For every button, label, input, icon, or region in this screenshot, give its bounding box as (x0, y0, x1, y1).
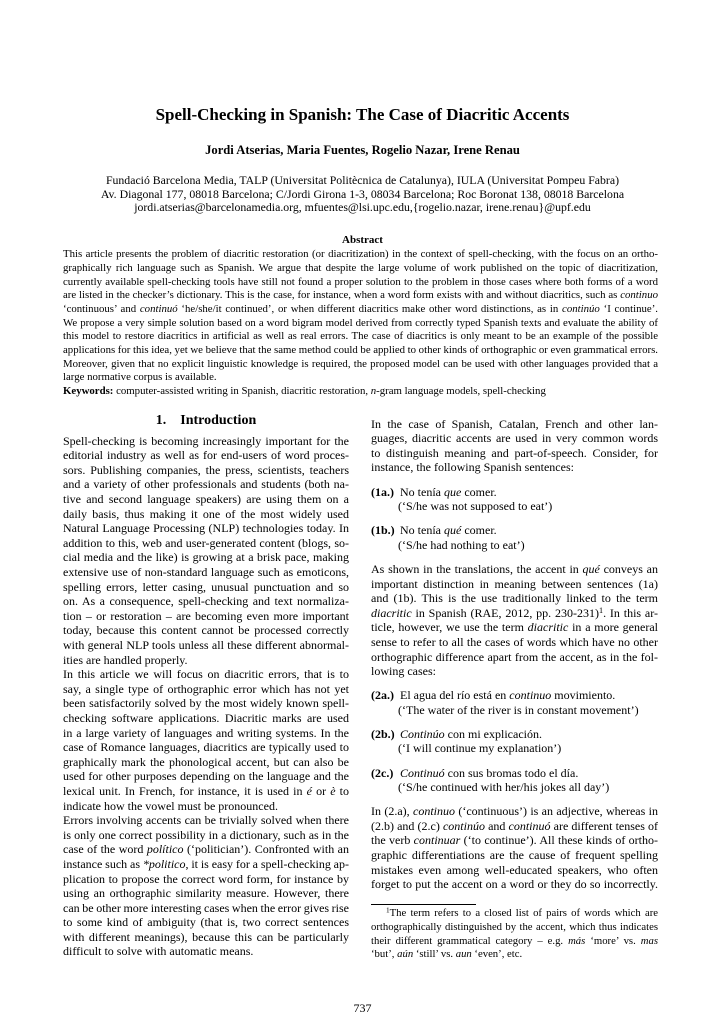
text-line: graphically rich language such as Spanish. We argue that despite the large volume of work published on the topic of diacritization, (63, 261, 658, 274)
text-line: ticle, however, we use the term diacritic in a more general (371, 620, 658, 635)
paper-title: Spell-Checking in Spanish: The Case of Diacritic Accents (155, 105, 570, 124)
text-line: large normative corpus is available. (63, 371, 217, 384)
text-line: extensive use of non-standard language such as emoticons, (63, 565, 349, 580)
text-line: (2.b) and (2.c) continúo and continuó are different tenses of (371, 818, 659, 833)
text-line: Natural Language Processing (NLP) technologies today. In (63, 521, 349, 536)
text-line: sense to refer to all the cases of words which have no other (371, 634, 658, 649)
text-line: tion – or restoration – are becoming even more important (63, 608, 349, 623)
example-label: (2b.) (371, 726, 395, 741)
text-line: This article presents the problem of diacritic restoration (or diacritization) in the context of spell-checking, with the focus on an ortho- (63, 248, 658, 261)
italic-text: continuo (413, 804, 455, 819)
text-line: forget to put the accent on a word or they do so incorrectly. (371, 877, 658, 892)
text-line: lowing cases: (371, 664, 436, 679)
text-line: their different grammatical category – e.g. más ‘more’ vs. mas (371, 934, 658, 947)
italic-text: continuó (139, 302, 178, 315)
section-heading (63, 413, 349, 429)
paragraph (63, 434, 349, 668)
text-line: tive and second language speakers) are using them on a (63, 492, 349, 507)
text-line: $^1$The term refers to a closed list of pairs of words which are (386, 906, 658, 919)
text-line: today, because this content cannot be processed correctly (63, 623, 349, 638)
italic-text: continúo (442, 818, 485, 833)
footnote-marker: 1 (599, 605, 604, 615)
text-line: graphic differentiations are the cause of frequent spelling (371, 848, 658, 863)
left-column (63, 434, 349, 959)
text-line: to distinguish meaning and part-of-speech. Consider, for (371, 445, 658, 460)
example-1a (371, 485, 658, 514)
section-number: 1. (155, 413, 167, 428)
example-label: (1a.) (371, 484, 394, 499)
text-line: difficult to solve with automatic means. (63, 944, 254, 959)
example-2a (371, 688, 658, 717)
text-line: checking software applications. Diacritic marks are used (63, 710, 349, 725)
text-line: In this article we will focus on diacritic errors, that is to (63, 667, 349, 682)
text-line: cial media and the like) is growing at a brisk pace, making (63, 550, 349, 565)
text-line: say, a single type of orthographic error which has not yet (63, 681, 349, 696)
text-line: can be other more interesting cases when the error gives rise (63, 900, 349, 915)
italic-text: qué (444, 523, 462, 538)
example-sentence: El agua del río está en continuo movimiento. (400, 688, 616, 703)
text-line: to some kind of ambiguity (that is, two correct sentences (63, 915, 349, 930)
text-line: orthographic difference apart from the accent, as in the fol- (371, 649, 658, 664)
text-line: Errors involving accents can be trivially solved when there (63, 813, 349, 828)
example-line (371, 766, 658, 781)
text-line: and a variety of other professionals and students (both na- (63, 477, 349, 492)
text-line: applications for this idea, yet we believe that the same method could be applied to other kinds of orthographic or even grammatical errors. (63, 343, 658, 356)
italic-text: más (568, 934, 586, 947)
text-line: mistakes even among well-educated speakers, who often (371, 862, 658, 877)
footnote-rule (371, 904, 476, 905)
text-line: case of Romance languages, diacritics are typically used to (63, 740, 349, 755)
example-translation: (‘S/he continued with her/his jokes all day’) (398, 780, 610, 795)
italic-text: Continuó (400, 765, 445, 780)
text-line: In the case of Spanish, Catalan, French and other lan- (371, 416, 658, 431)
affiliation-line: Fundació Barcelona Media, TALP (Universitat Politècnica de Catalunya), IULA (Universitat Pompeu Fabra) (105, 173, 620, 187)
text-line: are listed in the checker’s dictionary. This is the case, for instance, when a word form exists with and without diacritics, such as continuo (63, 289, 658, 302)
italic-text: mas (640, 934, 658, 947)
example-translation: (‘S/he was not supposed to eat’) (398, 499, 553, 514)
text-line: graphically mark the phonological accent, but can also be (63, 754, 349, 769)
text-line: instance such as *politico, it is easy for a spell-checking ap- (63, 856, 349, 871)
italic-text: aun (455, 948, 472, 961)
text-line: the verb continuar (‘to continue’). All these kinds of ortho- (371, 833, 658, 848)
italic-text: continuo (509, 688, 552, 703)
abstract-text (63, 248, 658, 385)
text-line: is only one correct possibility in a dictionary, such as in the (63, 827, 349, 842)
text-line: currently available spell-checking tools have still not found a proper solution to the problem in those cases where both forms of a word (63, 275, 658, 288)
example-sentence: Continuó con sus bromas todo el día. (400, 765, 579, 780)
example-2b (371, 727, 658, 756)
text-line: Spell-checking is becoming increasingly important for the (63, 433, 349, 448)
text-line: case of the word político (‘politician’). Confronted with an (63, 842, 350, 857)
example-line (371, 523, 658, 538)
text-line: We propose a very simple solution based on a word bigram model derived from correctly typed Spanish texts and evaluate the ability of (63, 316, 658, 329)
example-translation: (‘The water of the river is in constant movement’) (398, 702, 639, 717)
address-line: Av. Diagonal 177, 08018 Barcelona; C/Jordi Girona 1-3, 08034 Barcelona; Roc Boronat 138, 08018 Barcelona (100, 186, 625, 201)
italic-text: continuo (620, 289, 658, 302)
footnote-marker: 1 (386, 906, 390, 915)
text-line: ‘but’, aún ‘still’ vs. aun ‘even’, etc. (371, 948, 523, 961)
italic-text: Continúo (400, 726, 445, 741)
italic-text: político (146, 842, 184, 857)
italic-text: *politico (142, 856, 186, 871)
abstract-heading: Abstract (342, 233, 383, 246)
example-label: (2a.) (371, 688, 394, 703)
text-line: daily basis, thus making it one of the most widely used (63, 506, 349, 521)
italic-text: è (330, 783, 336, 798)
example-sentence: No tenía qué comer. (400, 523, 497, 538)
example-sentence: Continúo con mi explicación. (400, 726, 542, 741)
paragraph (371, 417, 658, 475)
example-translation: (‘I will continue my explanation’) (398, 741, 562, 756)
text-line: spelling errors, letter casing, unusual punctuation and so (63, 579, 349, 594)
example-line (371, 727, 658, 742)
email-line: jordi.atserias@barcelonamedia.org, mfuentes@lsi.upc.edu,{rogelio.nazar, irene.renau}@upf.edu (134, 200, 591, 214)
paragraph (63, 667, 349, 813)
text-line: instance, the following Spanish sentences: (371, 460, 574, 475)
example-sentence: No tenía que comer. (400, 484, 497, 499)
text-line: In (2.a), continuo (‘continuous’) is an adjective, whereas in (371, 804, 658, 819)
example-label: (1b.) (371, 523, 395, 538)
affiliations (0, 174, 725, 215)
text-line: ‘continuous’ and continuó ‘he/she/it continued’, or when different diacritics make other word distinctions, as in continúo ‘I continue’. (63, 302, 659, 315)
text-line: Moreover, given that no explicit linguistic knowledge is required, the proposed model can be used with other languages provided that a (63, 357, 658, 370)
text-line: guages, diacritic accents are used in very common words (371, 431, 658, 446)
text-line: in a large variety of languages and writing systems. In the (63, 725, 349, 740)
right-column (371, 417, 658, 892)
italic-text: continuó (508, 818, 551, 833)
text-line: and (1b). This is the use traditionally linked to the term (371, 591, 658, 606)
italic-text: aún (397, 948, 414, 961)
bold-text: Keywords: (63, 384, 114, 397)
author-list: Jordi Atserias, Maria Fuentes, Rogelio Nazar, Irene Renau (205, 143, 520, 157)
text-line: ities are handled properly. (63, 652, 188, 667)
italic-text: diacritic (527, 620, 569, 635)
text-line: As shown in the translations, the accent in qué conveys an (371, 561, 658, 576)
paragraph (371, 804, 658, 892)
text-line: using an orthographic similarity measure. However, there (63, 886, 349, 901)
example-1b (371, 523, 658, 552)
example-translation: (‘S/he had nothing to eat’) (398, 537, 525, 552)
text-line: orthographically distinguished by the accent, which thus indicates (371, 920, 658, 933)
italic-text: n (370, 384, 377, 397)
text-line: lexical unit. In French, for instance, it is used in é or è to (63, 783, 349, 798)
text-line: used for other purposes depending on the language and the (63, 769, 349, 784)
example-label: (2c.) (371, 765, 394, 780)
page-number: 737 (353, 1001, 372, 1015)
paragraph (371, 562, 658, 679)
example-line (371, 688, 658, 703)
text-line: plication to propose the correct word form, for instance by (63, 871, 349, 886)
text-line: this model to restore diacritics in artificial as well as real errors. The case of diacritics is only meant to be an example of the possible (63, 330, 658, 343)
italic-text: que (444, 484, 462, 499)
text-line: sors. Publishing companies, the press, scientists, teachers (63, 462, 349, 477)
text-line: important distinction in meaning between sentences (1a) (371, 576, 658, 591)
italic-text: continúo (562, 302, 600, 315)
text-line: editorial industry as well as for end-users of word proces- (63, 448, 349, 463)
example-2c (371, 766, 658, 795)
text-line: on. As a consequence, spell-checking and text normaliza- (63, 594, 349, 609)
italic-text: qué (582, 561, 600, 576)
paragraph (63, 813, 349, 959)
italic-text: continuar (413, 833, 461, 848)
text-line: with general NLP tools unless all these different abnormal- (63, 638, 349, 652)
italic-text: é (306, 783, 312, 798)
footnote (371, 907, 658, 962)
italic-text: diacritic (371, 605, 412, 620)
text-line: indicate how the vowel must be pronounced. (63, 798, 278, 813)
abstract (63, 248, 658, 398)
text-line: been satisfactorily solved by the most widely known spell- (63, 696, 349, 711)
section-title: Introduction (180, 413, 257, 428)
example-line (371, 485, 658, 500)
keywords-line: Keywords: computer-assisted writing in Spanish, diacritic restoration, n-gram language models, spell-checking (63, 384, 546, 397)
text-line: addition to this, web and user-generated content (blogs, so- (63, 535, 349, 550)
text-line: diacritic in Spanish (RAE, 2012, pp. 230-231)$^1$. In this ar- (371, 605, 658, 620)
text-line: with different meanings), because this can be particularly (63, 929, 349, 944)
